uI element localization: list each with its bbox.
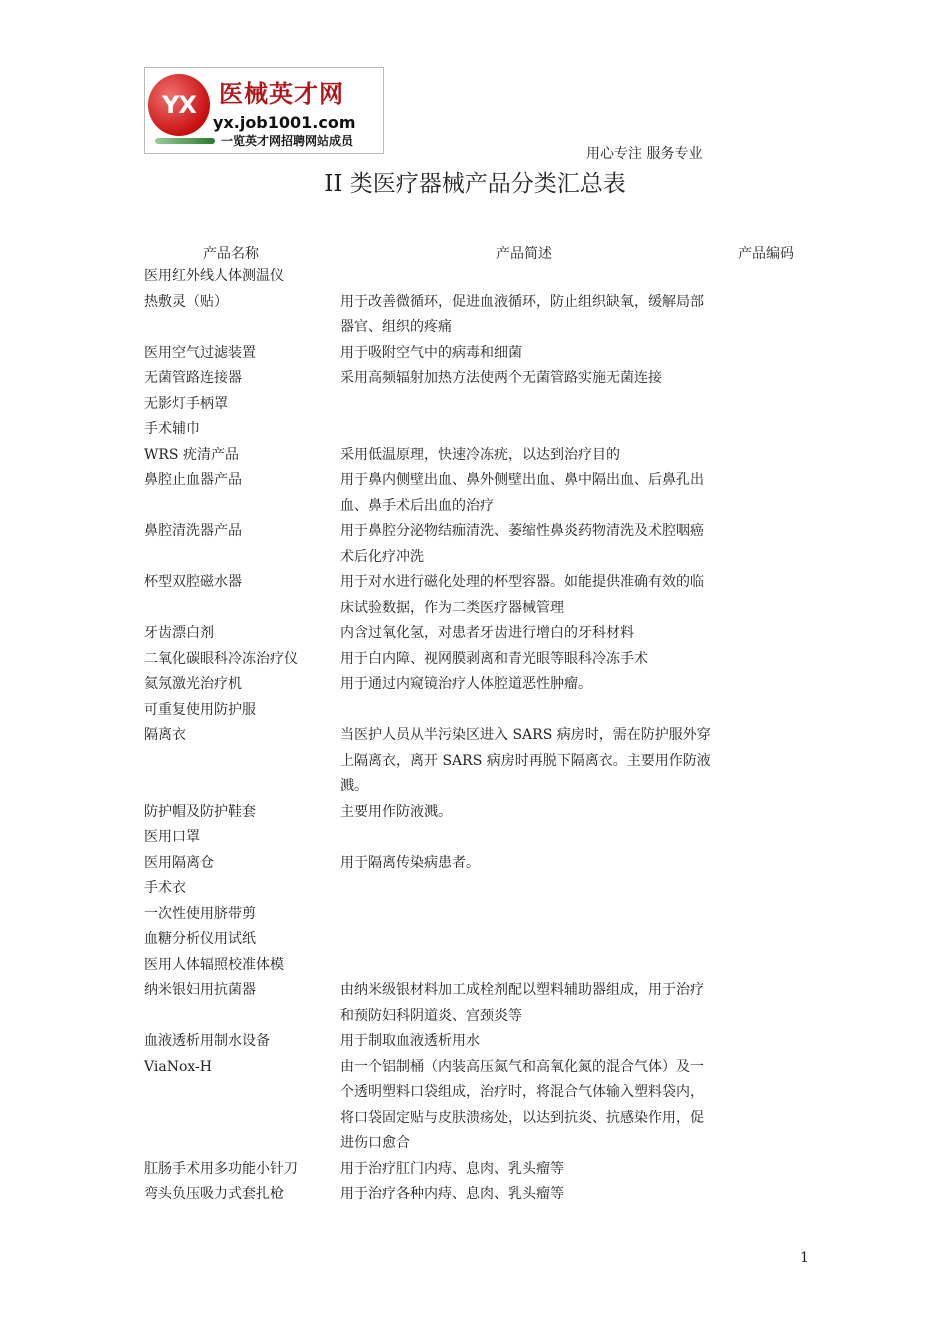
header-product-description: 产品简述: [496, 246, 552, 262]
table-row: [0, 443, 950, 469]
product-name: 手术衣: [144, 880, 186, 896]
product-description: [340, 264, 715, 290]
table-row: [0, 1182, 950, 1208]
product-name: 无影灯手柄罩: [144, 395, 228, 412]
table-row: [0, 468, 950, 519]
product-description: 主要用作防液溅。: [340, 803, 452, 820]
table-row: [0, 1157, 950, 1183]
product-description: [340, 698, 715, 724]
table-row: [0, 698, 950, 724]
product-name: 血液透析用制水设备: [144, 1033, 270, 1049]
table-row: [0, 366, 950, 392]
product-description: 用于对水进行磁化处理的杯型容器。如能提供准确有效的临床试验数据，作为二类医疗器械管理: [340, 574, 704, 616]
product-name: 纳米银妇用抗菌器: [144, 982, 256, 998]
product-description: 用于鼻内侧壁出血、鼻外侧壁出血、鼻中隔出血、后鼻孔出血、鼻手术后出血的治疗: [340, 472, 704, 514]
product-name: 氦氖激光治疗机: [144, 676, 242, 692]
product-name: 无菌管路连接器: [144, 370, 242, 386]
product-name: 弯头负压吸力式套扎枪: [144, 1186, 284, 1202]
product-description: 用于白内障、视网膜剥离和青光眼等眼科冷冻手术: [340, 650, 648, 667]
table-row: [0, 621, 950, 647]
page-number: 1: [800, 1250, 809, 1266]
product-name: 杯型双腔磁水器: [144, 574, 242, 590]
table-row: [0, 264, 950, 290]
table-row: [0, 876, 950, 902]
table-row: [0, 519, 950, 570]
product-description: 用于治疗肛门内痔、息肉、乳头瘤等: [340, 1160, 564, 1177]
product-description: [340, 417, 715, 443]
product-name: 医用空气过滤装置: [144, 344, 256, 361]
product-description: 内含过氧化氢，对患者牙齿进行增白的牙科材料: [340, 625, 634, 641]
product-description: 由纳米级银材料加工成栓剂配以塑料辅助器组成，用于治疗和预防妇科阴道炎、宫颈炎等: [340, 982, 704, 1024]
product-name: 隔离衣: [144, 727, 186, 743]
table-row: [0, 953, 950, 979]
table-row: [0, 851, 950, 877]
table-row: [0, 672, 950, 698]
product-description: 当医护人员从半污染区进入 SARS 病房时，需在防护服外穿上隔离衣，离开 SARS 病房时再脱下隔离衣。主要用作防液溅。: [340, 727, 711, 794]
product-name: 医用红外线人体测温仪: [144, 268, 284, 284]
product-name: 手术辅巾: [144, 421, 200, 437]
logo-title: 医械英才网: [219, 80, 344, 108]
product-description: [340, 825, 715, 851]
product-description: 用于通过内窥镜治疗人体腔道恶性肿瘤。: [340, 676, 592, 692]
product-name: 热敷灵（贴）: [144, 293, 228, 310]
logo-swoosh-icon: [155, 138, 215, 144]
product-name: 鼻腔清洗器产品: [144, 523, 242, 539]
slogan: 用心专注 服务专业: [586, 146, 703, 162]
table-row: [0, 570, 950, 621]
table-row: [0, 825, 950, 851]
table-row: [0, 417, 950, 443]
logo-subtitle: 一览英才网招聘网站成员: [221, 134, 354, 148]
product-description: [340, 392, 715, 418]
table-row: [0, 978, 950, 1029]
product-name: ViaNox-H: [144, 1058, 212, 1075]
logo-badge: YX: [148, 74, 210, 136]
header-product-code: 产品编码: [738, 246, 794, 262]
product-description: [340, 953, 715, 979]
product-name: 一次性使用脐带剪: [144, 905, 256, 922]
document-title: II 类医疗器械产品分类汇总表: [324, 171, 626, 197]
table-row: [0, 927, 950, 953]
product-name: 血糖分析仪用试纸: [144, 931, 256, 947]
table-row: [0, 723, 950, 800]
product-table: [0, 264, 950, 1208]
product-description: 用于隔离传染病患者。: [340, 854, 480, 871]
product-description: 用于吸附空气中的病毒和细菌: [340, 344, 522, 361]
product-description: 用于治疗各种内痔、息肉、乳头瘤等: [340, 1186, 564, 1202]
table-row: [0, 290, 950, 341]
product-name: 医用口罩: [144, 829, 200, 845]
product-description: 采用低温原理，快速冷冻疣，以达到治疗目的: [340, 446, 620, 463]
product-description: [340, 902, 715, 928]
product-description: 用于制取血液透析用水: [340, 1033, 480, 1049]
table-row: [0, 647, 950, 673]
product-name: 二氧化碳眼科冷冻治疗仪: [144, 650, 298, 667]
product-name: 肛肠手术用多功能小针刀: [144, 1160, 298, 1177]
product-description: 用于改善微循环，促进血液循环，防止组织缺氧，缓解局部器官、组织的疼痛: [340, 293, 704, 335]
product-name: 鼻腔止血器产品: [144, 472, 242, 488]
product-name: 医用隔离仓: [144, 854, 214, 871]
site-logo[interactable]: [144, 67, 384, 154]
header-product-name: 产品名称: [203, 246, 259, 262]
product-name: 牙齿漂白剂: [144, 625, 214, 641]
product-description: 由一个铝制桶（内装高压氮气和高氧化氮的混合气体）及一个透明塑料口袋组成，治疗时，将混合气体输入塑料袋内，将口袋固定贴与皮肤溃疡处，以达到抗炎、抗感染作用，促进伤口愈合: [340, 1058, 704, 1151]
product-description: 用于鼻腔分泌物结痂清洗、萎缩性鼻炎药物清洗及术腔咽癌术后化疗冲洗: [340, 523, 704, 565]
product-name: WRS 疣清产品: [144, 446, 239, 463]
product-description: [340, 927, 715, 953]
product-description: [340, 876, 715, 902]
table-row: [0, 341, 950, 367]
product-description: 采用高频辐射加热方法使两个无菌管路实施无菌连接: [340, 370, 662, 386]
product-name: 可重复使用防护服: [144, 701, 256, 718]
table-row: [0, 902, 950, 928]
table-row: [0, 1029, 950, 1055]
logo-url: yx.job1001.com: [213, 113, 356, 132]
table-row: [0, 392, 950, 418]
table-row: [0, 1055, 950, 1157]
product-name: 防护帽及防护鞋套: [144, 803, 256, 820]
table-row: [0, 800, 950, 826]
product-name: 医用人体辐照校准体模: [144, 956, 284, 973]
